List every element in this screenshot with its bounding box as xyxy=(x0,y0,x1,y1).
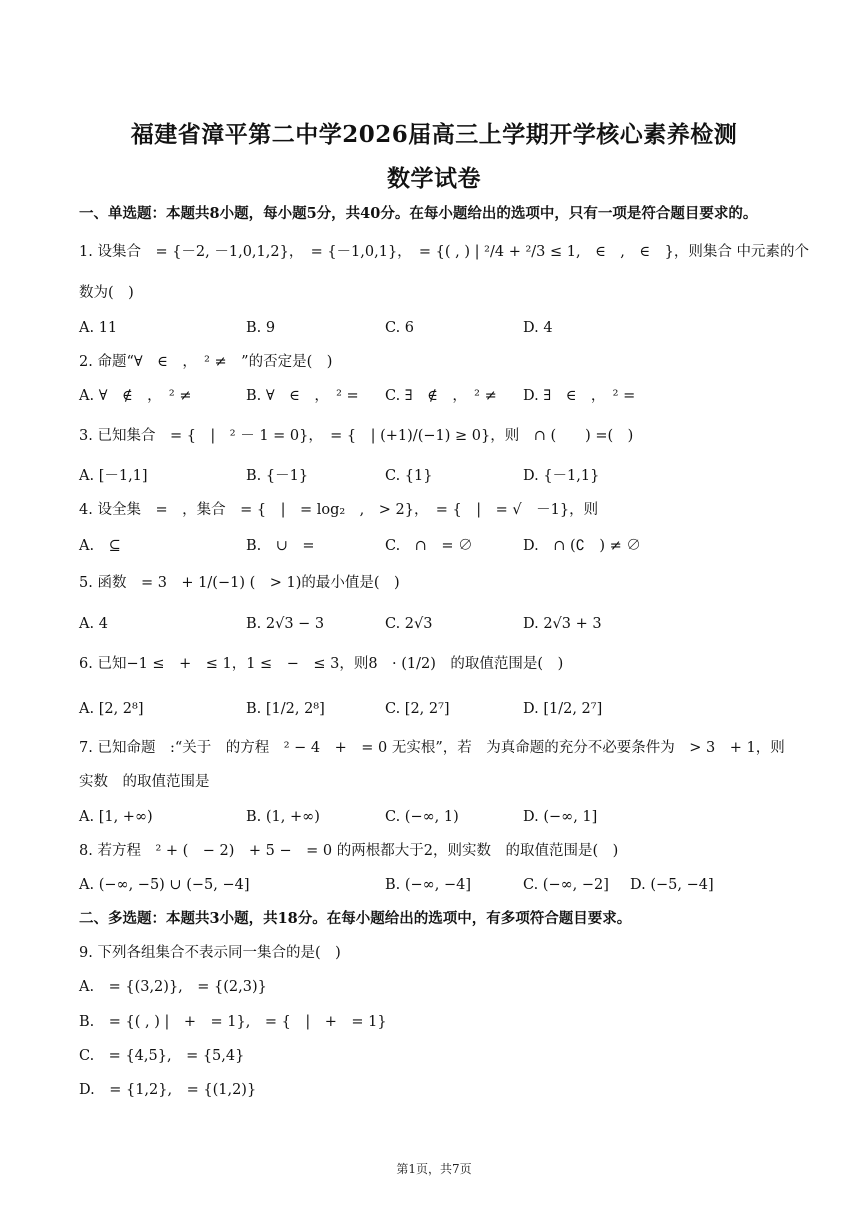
page-footer: 第1页，共7页 xyxy=(396,1162,472,1176)
section-multi-choice: 二、多选题：本题共3小题，共18分。在每小题给出的选项中，有多项符合题目要求。 xyxy=(79,910,632,927)
q3-option-c: C. {1} xyxy=(385,468,433,484)
q6-option-c: C. [2, 2⁷] xyxy=(385,701,450,717)
q3-option-d: D. {－1,1} xyxy=(523,468,600,484)
q9-option-a: A. = {(3,2)}, = {(2,3)} xyxy=(79,979,267,995)
question-5: 5. 函数 = 3 + 1/(−1) ( > 1)的最小值是( ) xyxy=(79,575,400,591)
q4-option-b: B. ∪ = xyxy=(246,538,315,554)
q2-option-d: D. ∃ ∈ ， ² = xyxy=(523,388,636,404)
q4-option-c: C. ∩ = ∅ xyxy=(385,538,473,554)
question-2: 2. 命题“∀ ∈ ， ² ≠ ”的否定是( ) xyxy=(79,354,333,370)
q5-option-c: C. 2√3 xyxy=(385,616,433,632)
q1-option-b: B. 9 xyxy=(246,320,276,336)
q2-option-a: A. ∀ ∉ ， ² ≠ xyxy=(79,388,192,404)
q6-option-a: A. [2, 2⁸] xyxy=(79,701,144,717)
q6-option-b: B. [1/2, 2⁸] xyxy=(246,701,325,717)
q5-option-a: A. 4 xyxy=(79,616,108,632)
question-7-cont: 实数 的取值范围是 xyxy=(79,774,210,790)
q8-option-b: B. (−∞, −4] xyxy=(385,877,472,893)
q5-option-b: B. 2√3 − 3 xyxy=(246,616,325,632)
q8-option-a: A. (−∞, −5) ∪ (−5, −4] xyxy=(79,877,250,893)
q9-option-d: D. = {1,2}, = {(1,2)} xyxy=(79,1082,257,1098)
q3-option-a: A. [－1,1] xyxy=(79,468,148,484)
q1-option-c: C. 6 xyxy=(385,320,415,336)
q5-option-d: D. 2√3 + 3 xyxy=(523,616,602,632)
q7-option-d: D. (−∞, 1] xyxy=(523,809,598,825)
q8-option-c: C. (−∞, −2] xyxy=(523,877,609,893)
q2-option-c: C. ∃ ∉ ， ² ≠ xyxy=(385,388,497,404)
section-single-choice: 一、单选题：本题共8小题，每小题5分，共40分。在每小题给出的选项中，只有一项是符合题目要求的。 xyxy=(79,205,758,222)
question-1: 1. 设集合 = {－2, －1,0,1,2}， = {－1,0,1}， = {( , ) | ²/4 + ²/3 ≤ 1, ∈ , ∈ }，则集合 中元素的个 xyxy=(79,244,809,260)
question-1-cont: 数为( ) xyxy=(79,285,134,301)
q8-option-d: D. (−5, −4] xyxy=(630,877,714,893)
q7-option-b: B. (1, +∞) xyxy=(246,809,320,825)
q6-option-d: D. [1/2, 2⁷] xyxy=(523,701,603,717)
q1-option-a: A. 11 xyxy=(79,320,118,336)
question-7: 7. 已知命题 :“关于 的方程 ² − 4 + = 0 无实根”，若 为真命题的充分不必要条件为 > 3 + 1，则 xyxy=(79,740,785,756)
q2-option-b: B. ∀ ∈ ， ² = xyxy=(246,388,359,404)
question-4: 4. 设全集 = ，集合 = { | = log₂ , > 2}， = { | = √ －1}，则 xyxy=(79,502,599,518)
q9-option-b: B. = {( , ) | + = 1}, = { | + = 1} xyxy=(79,1014,387,1030)
q4-option-d: D. ∩ (∁ ) ≠ ∅ xyxy=(523,538,641,554)
q7-option-c: C. (−∞, 1) xyxy=(385,809,459,825)
q9-option-c: C. = {4,5}, = {5,4} xyxy=(79,1048,245,1064)
question-9: 9. 下列各组集合不表示同一集合的是( ) xyxy=(79,945,341,961)
question-3: 3. 已知集合 = { | ² － 1 = 0}， = { | (+1)/(−1) ≥ 0}，则 ∩ ( ) =( ) xyxy=(79,428,634,444)
question-8: 8. 若方程 ² + ( − 2) + 5 − = 0 的两根都大于2，则实数 的取值范围是( ) xyxy=(79,843,619,859)
q7-option-a: A. [1, +∞) xyxy=(79,809,153,825)
q4-option-a: A. ⊆ xyxy=(79,538,121,554)
exam-title: 福建省漳平第二中学2026届高三上学期开学核心素养检测 xyxy=(130,121,738,148)
q3-option-b: B. {－1} xyxy=(246,468,309,484)
q1-option-d: D. 4 xyxy=(523,320,553,336)
question-6: 6. 已知−1 ≤ + ≤ 1，1 ≤ − ≤ 3，则8 · (1/2) 的取值范围是( ) xyxy=(79,656,564,672)
exam-subtitle: 数学试卷 xyxy=(387,165,481,192)
